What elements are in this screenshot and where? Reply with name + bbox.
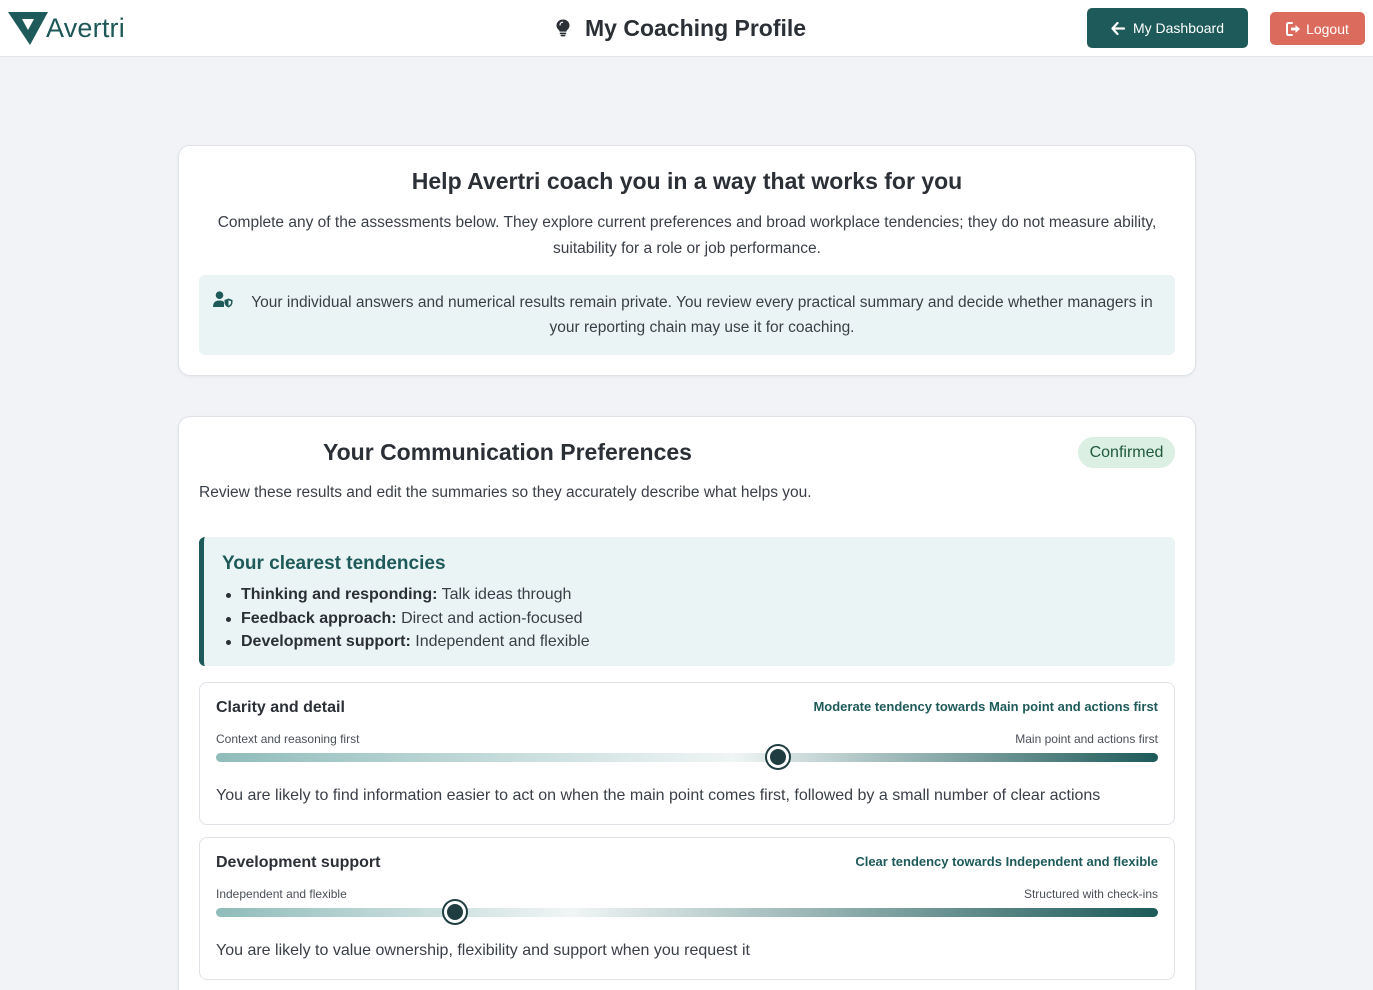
scale-right-label: Structured with check-ins	[1023, 887, 1158, 901]
page-title-group	[555, 14, 806, 42]
tendency-label: Feedback approach:	[241, 609, 397, 627]
list-item	[222, 607, 590, 631]
privacy-text: Your individual answers and numerical results remain private. You review every practical summary and decide whether managers in your reporting chain may use it for coaching.	[251, 294, 1153, 336]
scale-track[interactable]	[216, 908, 1158, 917]
tendency-value: Talk ideas through	[441, 586, 572, 603]
scale-verdict: Moderate tendency towards Main point and actions first	[813, 699, 1158, 714]
logout-button[interactable]	[1270, 12, 1365, 45]
list-item	[222, 630, 590, 654]
status-badge: Confirmed	[1078, 437, 1175, 468]
scale-left-label: Independent and flexible	[216, 887, 347, 901]
top-bar	[0, 0, 1373, 57]
tendencies-title: Your clearest tendencies	[222, 553, 446, 574]
scale-left-label: Context and reasoning first	[216, 732, 360, 746]
scale-thumb[interactable]	[767, 746, 789, 768]
arrow-left-icon	[1111, 22, 1125, 35]
section-description: Review these results and edit the summaries so they accurately describe what helps you.	[199, 484, 812, 501]
section-title: Your Communication Preferences	[323, 439, 692, 465]
communication-preferences-card	[178, 416, 1196, 990]
intro-card	[178, 145, 1196, 376]
list-item	[222, 583, 590, 607]
scale-card-development-support	[199, 837, 1175, 980]
brand-logo[interactable]	[8, 10, 125, 46]
privacy-notice	[199, 275, 1175, 355]
logo-mark-icon	[8, 10, 50, 46]
intro-title: Help Avertri coach you in a way that works for you	[411, 168, 963, 194]
scale-name: Development support	[216, 854, 381, 871]
user-shield-icon	[213, 291, 233, 308]
scale-track[interactable]	[216, 753, 1158, 762]
scale-right-label: Main point and actions first	[1015, 732, 1158, 746]
scale-summary[interactable]: You are likely to value ownership, flexibility and support when you request it	[216, 942, 750, 959]
scale-summary[interactable]: You are likely to find information easier to act on when the main point comes first, followed by a small number of clear actions	[216, 787, 1101, 804]
intro-description: Complete any of the assessments below. They explore current preferences and broad workplace tendencies; they do not measure ability, suitability for a role or job performance.	[217, 214, 1157, 257]
scale-card-clarity-detail	[199, 682, 1175, 825]
my-dashboard-label: My Dashboard	[1132, 20, 1225, 36]
tendency-label: Thinking and responding:	[241, 586, 438, 603]
tendencies-list	[222, 583, 590, 654]
sign-out-icon	[1286, 22, 1302, 36]
scale-thumb[interactable]	[444, 901, 466, 923]
my-dashboard-button[interactable]	[1087, 8, 1248, 48]
logout-label: Logout	[1306, 20, 1349, 37]
tendency-value: Direct and action-focused	[401, 609, 583, 627]
brand-name: Avertri	[46, 12, 125, 43]
tendency-label: Development support:	[241, 633, 411, 650]
scale-name: Clarity and detail	[216, 699, 345, 716]
page-title: My Coaching Profile	[585, 14, 807, 41]
lightbulb-icon	[555, 19, 571, 37]
tendencies-panel	[199, 537, 1175, 666]
tendency-value: Independent and flexible	[415, 633, 590, 650]
scale-verdict: Clear tendency towards Independent and flexible	[855, 854, 1158, 869]
